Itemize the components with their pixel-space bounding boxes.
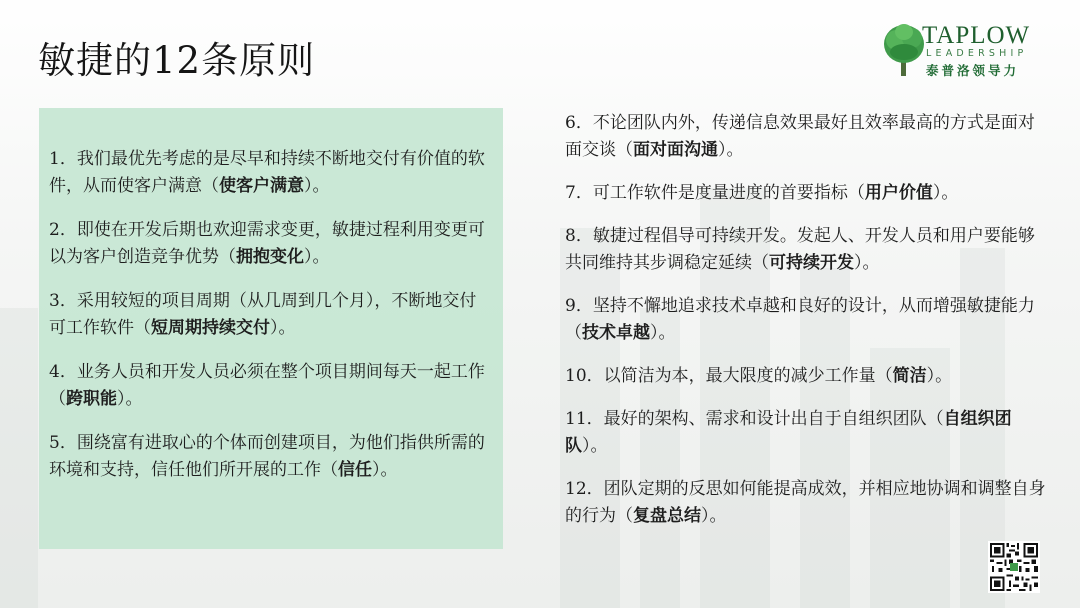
- company-logo: [882, 22, 1062, 84]
- principle-item: 2．即使在开发后期也欢迎需求变更，敏捷过程利用变更可以为客户创造竞争优势（拥抱变化）。: [49, 220, 485, 267]
- principles-panel-right: [555, 110, 1047, 546]
- principle-item: 8．敏捷过程倡导可持续开发。发起人、开发人员和用户要能够共同维持其步调稳定延续（可持续开发）。: [565, 226, 1035, 273]
- skyline-building: [0, 308, 38, 608]
- principle-item: 10．以简洁为本，最大限度的减少工作量（简洁）。: [565, 366, 953, 386]
- principle-item: 6．不论团队内外，传递信息效果最好且效率最高的方式是面对面交谈（面对面沟通）。: [565, 113, 1035, 160]
- principle-item: 11．最好的架构、需求和设计出自于自组织团队（自组织团队）。: [565, 409, 1012, 456]
- principle-item: 1．我们最优先考虑的是尽早和持续不断地交付有价值的软件，从而使客户满意（使客户满意）。: [49, 149, 485, 196]
- principle-item: 7．可工作软件是度量进度的首要指标（用户价值）。: [565, 183, 959, 203]
- principle-item: 12．团队定期的反思如何能提高成效，并相应地协调和调整自身的行为（复盘总结）。: [565, 479, 1046, 526]
- logo-subtitle: LEADERSHIP: [926, 48, 1028, 59]
- principles-panel-left: [39, 108, 503, 549]
- principle-item: 4．业务人员和开发人员必须在整个项目期间每天一起工作（跨职能）。: [49, 362, 485, 409]
- principle-item: 9．坚持不懈地追求技术卓越和良好的设计，从而增强敏捷能力（技术卓越）。: [565, 296, 1035, 343]
- logo-chinese-name: 泰普洛领导力: [926, 63, 1020, 78]
- page-title: 敏捷的12条原则: [38, 39, 316, 82]
- principle-item: 3．采用较短的项目周期（从几周到几个月），不断地交付可工作软件（短周期持续交付）。: [49, 291, 477, 338]
- qr-code-icon[interactable]: [988, 541, 1040, 593]
- logo-name: TAPLOW: [922, 22, 1031, 49]
- tree-icon: [882, 22, 926, 78]
- principle-item: 5．围绕富有进取心的个体而创建项目，为他们指供所需的环境和支持，信任他们所开展的工作（信任）。: [49, 433, 485, 480]
